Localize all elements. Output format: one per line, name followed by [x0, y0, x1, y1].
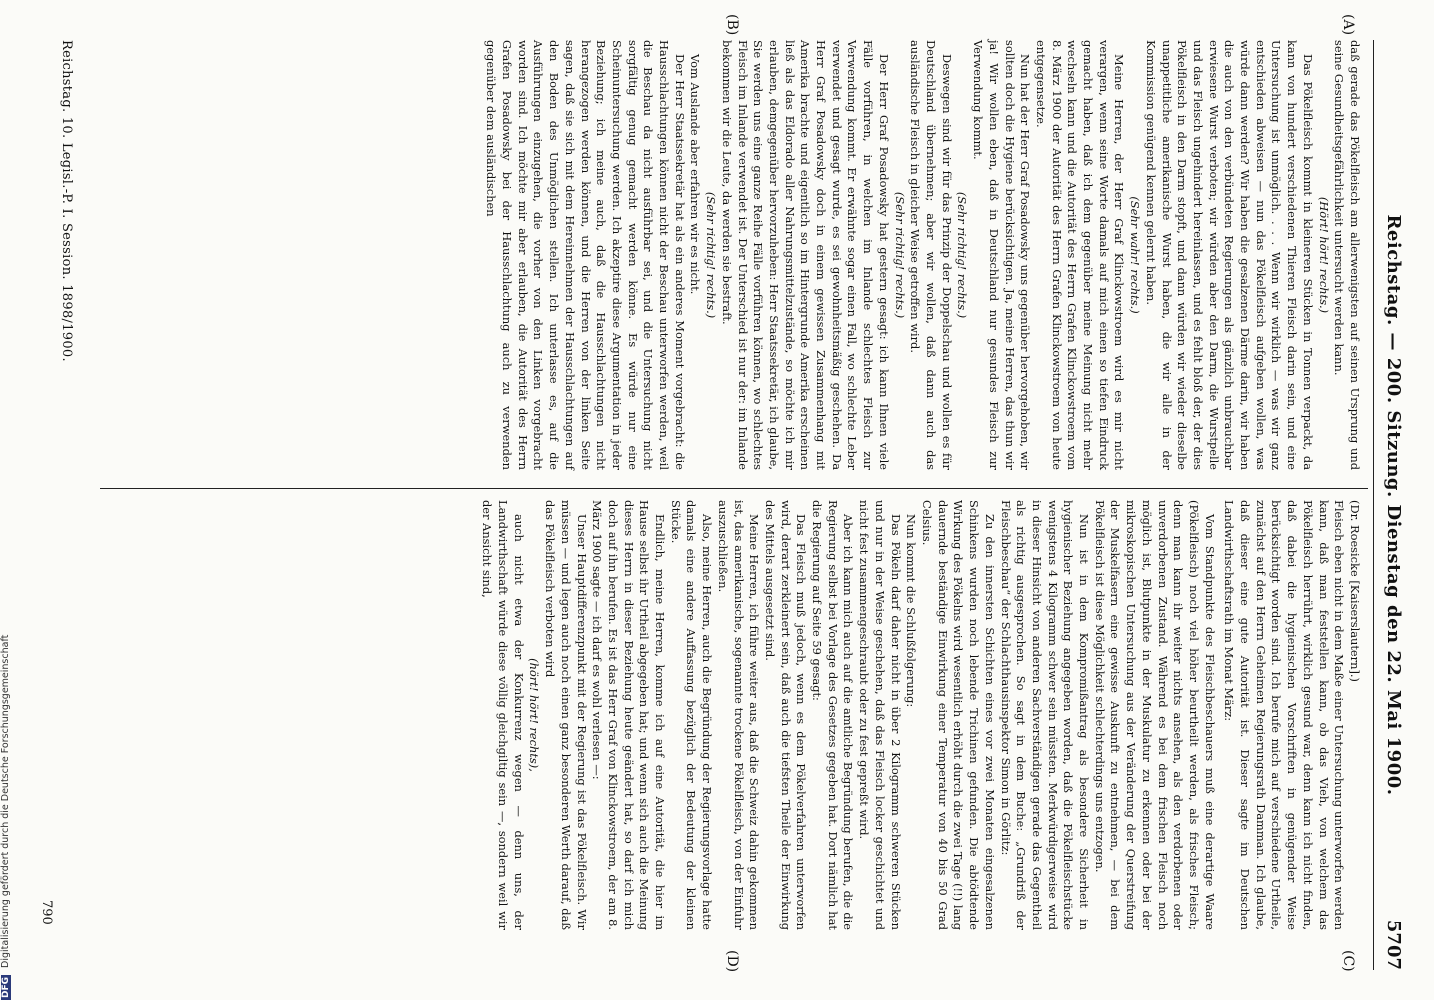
margin-marker-c: (C): [1340, 950, 1356, 972]
footer-page-number: 790: [39, 900, 54, 925]
paragraph: (Sehr richtig! rechts.): [704, 191, 719, 319]
header-page-number: 5707: [1383, 919, 1404, 970]
paragraph: auch nicht etwa der Konkurrenz wegen — denn uns, der Landwirthschaft würde diese völlig gleichgiltig sein —, sondern weil wir der Ansicht sind,: [480, 500, 526, 930]
paragraph: Das Pökeln darf daher nicht in über 2 Kilogramm schweren Stücken und nur in der Weise geschehen, daß das Fleisch locker geschichtet und nicht fest zusammengeschraubt oder zu fest gepreßt wird.: [857, 500, 903, 930]
page-footer: Reichstag. 10. Legisl.-P. I. Session. 1898/1900.: [59, 40, 74, 362]
paragraph: Das Pökelfleisch kommt in kleineren Stücken in Tonnen verpackt, da kann von hundert verschiedenen Thieren Fleisch darin sein, und eine Untersuchung ist unmöglich. . . . Wenn wir wirklich — was wir ganz entschieden abweisen — nun das Pökelfleisch aufgeben wollen, was würde dann werden? Wir haben die gesalzenen Därme darin, wir haben die auch von den verbündeten Regierungen als gänzlich unbrauchbar erwiesene Wurst verboten; wir würden aber den Darm, die Wurstpelle und das Fleisch ungehindert hereinlassen, und es fehlt bloß der, der dies Pökelfleisch in den Darm stopft, und dann würden wir wieder dieselbe unappetitliche amerikanische Wurst haben, die wir alle in der Kommission genügend kennen gelernt haben.: [1143, 40, 1315, 470]
paragraph: daß gerade das Pökelfleisch am allerwenigsten auf seinen Ursprung und seine Gesundheitsgefährlichkeit untersucht werden kann.: [1332, 40, 1362, 470]
running-header: [1373, 40, 1414, 970]
paragraph: Fleisch eben nicht in dem Maße einer Untersuchung unterworfen werden kann, daß man feststellen kann, ob das Vieh, von welchem das Pökelfleisch herrührt, wirklich gesund war, denn kann ich nicht finden, daß dabei die hygienischen Vorschriften in genügender Weise berücksichtigt worden sind. Ich berufe mich auf verschiedene Urtheile, zunächst auf den Herrn Geheimen Regierungsrath Damman. Ich glaube, daß dieser eine gute Autorität ist. Dieser sagte im Deutschen Landwirthschaftsrath im Monat März:: [1222, 500, 1347, 930]
paragraph: Meine Herren, der Herr Graf Klinckowstroem wird es mir nicht verargen, wenn seine Worte damals auf mich einen so tiefen Eindruck gemacht haben, daß ich dem gegenüber meine Meinung nicht mehr wechseln kann und die Autorität des Herrn Grafen Klinckowstroem vom 8. März 1900 der Autorität des Herrn Grafen Klinckowstroem von heute entgegensetze.: [1033, 40, 1127, 470]
paragraph: (hört! hört! rechts),: [527, 658, 542, 772]
paragraph: Also, meine Herren, auch die Begründung der Regierungsvorlage hatte damals eine andere Auffassung bezüglich der Bedeutung der kleinen Stücke.: [668, 500, 715, 930]
margin-marker-a: (A): [1340, 14, 1356, 36]
paragraph: Vom Auslande aber erfahren wir es nicht.: [688, 54, 703, 295]
paragraph: (Sehr richtig! rechts.): [892, 191, 907, 319]
paragraph: Unser Hauptdifferenzpunkt mit der Regierung ist das Pökelfleisch. Wir müssen — und legen auch noch einen ganz besonderen Werth darauf, daß das Pökelfleisch verboten wird: [543, 500, 589, 930]
margin-marker-b: (B): [724, 14, 740, 36]
paragraph: Meine Herren, ich führe weiter aus, daß die Schweiz dahin gekommen ist, das amerikanische, sogenannte trockene Pökelfleisch, von der Einfuhr auszuschließen.: [715, 500, 762, 930]
margin-marker-d: (D): [724, 950, 740, 973]
digitization-note-text: Digitalisierung gefördert durch die Deutsche Forschungsgemeinschaft: [0, 634, 11, 968]
header-title: Reichstag. — 200. Sitzung. Dienstag den 22. Mai 1900.: [1383, 214, 1404, 796]
paragraph: Endlich, meine Herren, komme ich auf eine Autorität, die hier im Hause selbst ihr Urtheil abgegeben hat; und wenn sich auch die Meinung dieses Herrn in dieser Beziehung heute geändert hat, so darf ich mich doch auf ihn berufen. Es ist das Herr Graf von Klinckowstroem, der am 8. März 1900 sagte — ich darf es wohl verlesen —:: [590, 500, 668, 930]
text-column-left: [483, 40, 1362, 470]
paragraph: Aber ich kann mich auch auf die amtliche Begründung berufen, die die Regierung selbst bei Vorlage des Gesetzes gegeben hat. Dort nämlich hat die Regierung auf Seite 59 gesagt:: [810, 500, 856, 930]
paragraph: Vom Standpunkte des Fleischbeschauers muß eine derartige Waare (Pökelfleisch) noch viel höher beurtheilt werden, als frisches Fleisch; denn man kann ihr weiter nichts ansehen, als den verdorbenen oder unverdorbenen Zustand. Während es bei dem frischen Fleisch noch möglich ist, Blutpunkte in der Muskulatur zu erkennen oder bei der mikroskopischen Untersuchung aus der Veränderung der Querstreifung der Muskelfasern eine gewisse Auskunft zu entnehmen, — bei dem Pökelfleisch ist diese Möglichkeit schlechterdings uns entzogen.: [1092, 500, 1217, 930]
paragraph: (Dr. Roesicke [Kaiserslautern].): [1348, 500, 1362, 682]
paragraph: Nun ist in dem Kompromißantrag als besondere Sicherheit in hygienischer Beziehung angegeben worden, daß die Pökelfleischstücke wenigstens 4 Kilogramm schwer sein müssten. Merkwürdigerweise wird in dieser Hinsicht von anderen Sachverständigen gerade das Gegentheil als richtig ausgesprochen. So sagt in dem Buche: „Grundriß der Fleischbeschau“ der Schlachthausinspektor Simon in Görlitz:: [998, 500, 1092, 930]
paragraph: Der Herr Graf Posadowsky hat gestern gesagt: ich kann Ihnen viele Fälle vorführen, in welchen im Inlande schlechtes Fleisch zur Verwendung kommt. Er erwähnte sogar einen Fall, wo schlechte Leber verwendet und gesagt wurde, es sei gewohnheitsmäßig geschehen. Da Herr Graf Posadowsky doch in einem gewissen Zusammenhang mit Amerika brachte und eigentlich so im Hintergrunde Amerika erscheinen ließ als das Eldorado aller Nahrungsmittelzustände, so möchte ich mir erlauben, demgegenüber hervorzuheben: Herr Staatssekretär, ich glaube, Sie werden uns eine ganze Reihe Fälle vorführen können, wo schlechtes Fleisch im Inlande verwendet ist. Der Unterschied ist nur der: im Inlande bekommen wir die Leute, da werden sie bestraft.: [719, 40, 891, 470]
paragraph: Das Fleisch muß jedoch, wenn es dem Pökelverfahren unterworfen wird, derart zerkleinert sein, daß auch die tiefsten Theile der Einwirkung des Mittels ausgesetzt sind.: [762, 500, 809, 930]
paragraph: (Hört! hört! rechts.): [1316, 196, 1331, 314]
paragraph: (Sehr richtig! rechts.): [955, 191, 970, 319]
text-column-right: [479, 500, 1362, 930]
dfg-logo-icon: DFG: [0, 976, 11, 998]
paragraph: (Sehr wahr! rechts.): [1128, 196, 1143, 314]
paragraph: Nun hat der Herr Graf Posadowsky uns gegenüber hervorgehoben, wir sollten doch die Hygiene berücksichtigen. Ja, meine Herren, das thun wir ja! Wir wollen eben, daß in Deutschland nur gesundes Fleisch zur Verwendung kommt.: [971, 40, 1033, 470]
paragraph: Der Herr Staatssekretär hat als ein anderes Moment vorgebracht: die Hausschlachtungen können nicht der Beschau unterworfen werden, weil die Beschau da nicht ausführbar sei, und die Untersuchung nicht sorgfältig genug gemacht werden könne. Es würde nur eine Scheinuntersuchung werden. Ich akzeptire diese Argumentation in jeder Beziehung; ich meine auch, daß die Hausschlachtungen nicht herangezogen werden können, und die Herren von der linken Seite sagen, daß sie sich mit dem Hereinnehmen der Hausschlachtungen auf den Boden des Unmöglichen stellen. Ich unterlasse es, auf die Ausführungen einzugehen, die vorher von den Linken vorgebracht worden sind. Ich möchte mir aber erlauben, die Autorität des Herrn Grafen Posadowsky bei der Hausschlachtung auch zu verwenden gegenüber dem ausländischen: [484, 40, 687, 470]
paragraph: Nun kommt die Schlußfolgerung:: [904, 514, 919, 708]
digitization-note: [0, 0, 14, 1000]
column-divider: [100, 488, 1368, 489]
paragraph: Zu den innersten Schichten eines vor zwei Monaten eingesalzenen Schinkens wurden noch lebende Trichinen gefunden. Die abtödtende Wirkung des Pökelns wird wesentlich erhöht durch die zwei Tage (!!) lang dauernde beständige Einwirkung einer Temperatur von 40 bis 50 Grad Celsius.: [920, 500, 997, 930]
paragraph: Deswegen sind wir für das Prinzip der Doppelschau und wollen es für Deutschland übernehmen; aber wir wollen, daß dann auch das ausländische Fleisch in gleicher Weise getroffen wird.: [908, 40, 954, 470]
